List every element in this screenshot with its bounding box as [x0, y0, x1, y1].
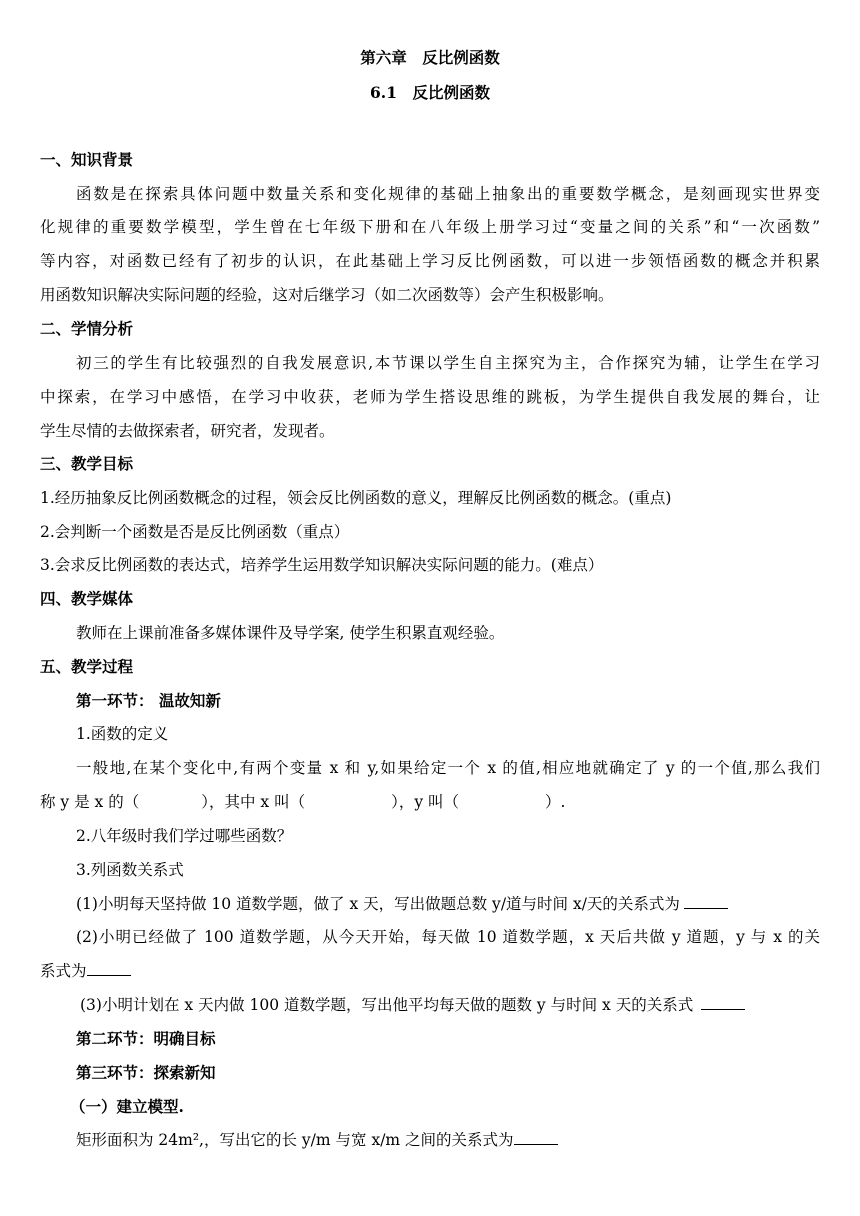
definition-part: ）.: [545, 793, 566, 811]
question-3-1: [76, 893, 728, 915]
paragraph-line: 中探索，在学习中感悟，在学习中收获，老师为学生搭设思维的跳板，为学生提供自我发展的舞台，让: [40, 388, 820, 406]
chapter-title: 第六章 反比例函数: [360, 48, 500, 67]
question-3-3: [80, 994, 745, 1016]
heading-student-analysis: 二、学情分析: [40, 319, 134, 338]
answer-blank: [87, 961, 131, 976]
heading-teaching-media: 四、教学媒体: [40, 589, 134, 608]
paragraph-line: 学生尽情的去做探索者，研究者，发现者。: [40, 422, 335, 440]
answer-blank: [514, 1130, 558, 1145]
answer-blank: [684, 894, 728, 909]
model-question: [76, 1129, 558, 1151]
step-2-title: 第二环节：明确目标: [76, 1029, 216, 1048]
heading-teaching-process: 五、教学过程: [40, 657, 134, 676]
paragraph-line: 初三的学生有比较强烈的自我发展意识,本节课以学生自主探究为主，合作探究为辅，让学生在学习: [76, 354, 820, 372]
goal-item: 1.经历抽象反比例函数概念的过程，领会反比例函数的意义，理解反比例函数的概念。(重点): [40, 489, 672, 507]
definition-fill-line: [40, 791, 565, 813]
definition-part: ），其中 x 叫（: [201, 793, 306, 811]
question-text: (3)小明计划在 x 天内做 100 道数学题，写出他平均每天做的题数 y 与时间 x 天的关系式: [80, 996, 694, 1014]
paragraph-line: 用函数知识解决实际问题的经验，这对后继学习（如二次函数等）会产生积极影响。: [40, 286, 614, 304]
question-3-2-line2: [40, 960, 131, 982]
step-3-title: 第三环节：探索新知: [76, 1063, 216, 1082]
heading-teaching-goals: 三、教学目标: [40, 454, 134, 473]
goal-item: 2.会判断一个函数是否是反比例函数（重点）: [40, 523, 350, 541]
paragraph-line: 化规律的重要数学模型，学生曾在七年级下册和在八年级上册学习过“变量之间的关系”和“一次函数”: [40, 218, 820, 236]
paragraph-line: 函数是在探索具体问题中数量关系和变化规律的基础上抽象出的重要数学概念，是刻画现实世界变: [76, 185, 820, 203]
media-line: 教师在上课前准备多媒体课件及导学案, 使学生积累直观经验。: [76, 624, 505, 642]
question-3-2-line1: (2)小明已经做了 100 道数学题，从今天开始，每天做 10 道数学题，x 天后共做 y 道题，y 与 x 的关: [76, 928, 820, 946]
definition-part: 称 y 是 x 的（: [40, 793, 140, 811]
question-2: 2.八年级时我们学过哪些函数？: [76, 827, 293, 845]
goal-item: 3.会求反比例函数的表达式，培养学生运用数学知识解决实际问题的能力。(难点）: [40, 556, 604, 574]
definition-line: 一般地,在某个变化中,有两个变量 x 和 y,如果给定一个 x 的值,相应地就确定了 y 的一个值,那么我们: [76, 759, 820, 777]
subsection-build-model: （一）建立模型.: [70, 1097, 184, 1116]
function-definition-title: 1.函数的定义: [76, 725, 169, 743]
answer-blank: [701, 995, 745, 1010]
section-title: 6.1 反比例函数: [370, 83, 490, 102]
step-1-title: 第一环节： 温故知新: [76, 691, 221, 710]
question-3: 3.列函数关系式: [76, 861, 184, 879]
question-text: 矩形面积为 24m²,，写出它的长 y/m 与宽 x/m 之间的关系式为: [76, 1131, 514, 1149]
paragraph-line: 等内容，对函数已经有了初步的认识，在此基础上学习反比例函数，可以进一步领悟函数的概念并积累: [40, 252, 820, 270]
heading-knowledge-background: 一、知识背景: [40, 150, 134, 169]
definition-part: ），y 叫（: [391, 793, 460, 811]
question-text: (1)小明每天坚持做 10 道数学题，做了 x 天，写出做题总数 y/道与时间 x/天的关系式为: [76, 895, 680, 913]
question-text: 系式为: [40, 962, 87, 980]
